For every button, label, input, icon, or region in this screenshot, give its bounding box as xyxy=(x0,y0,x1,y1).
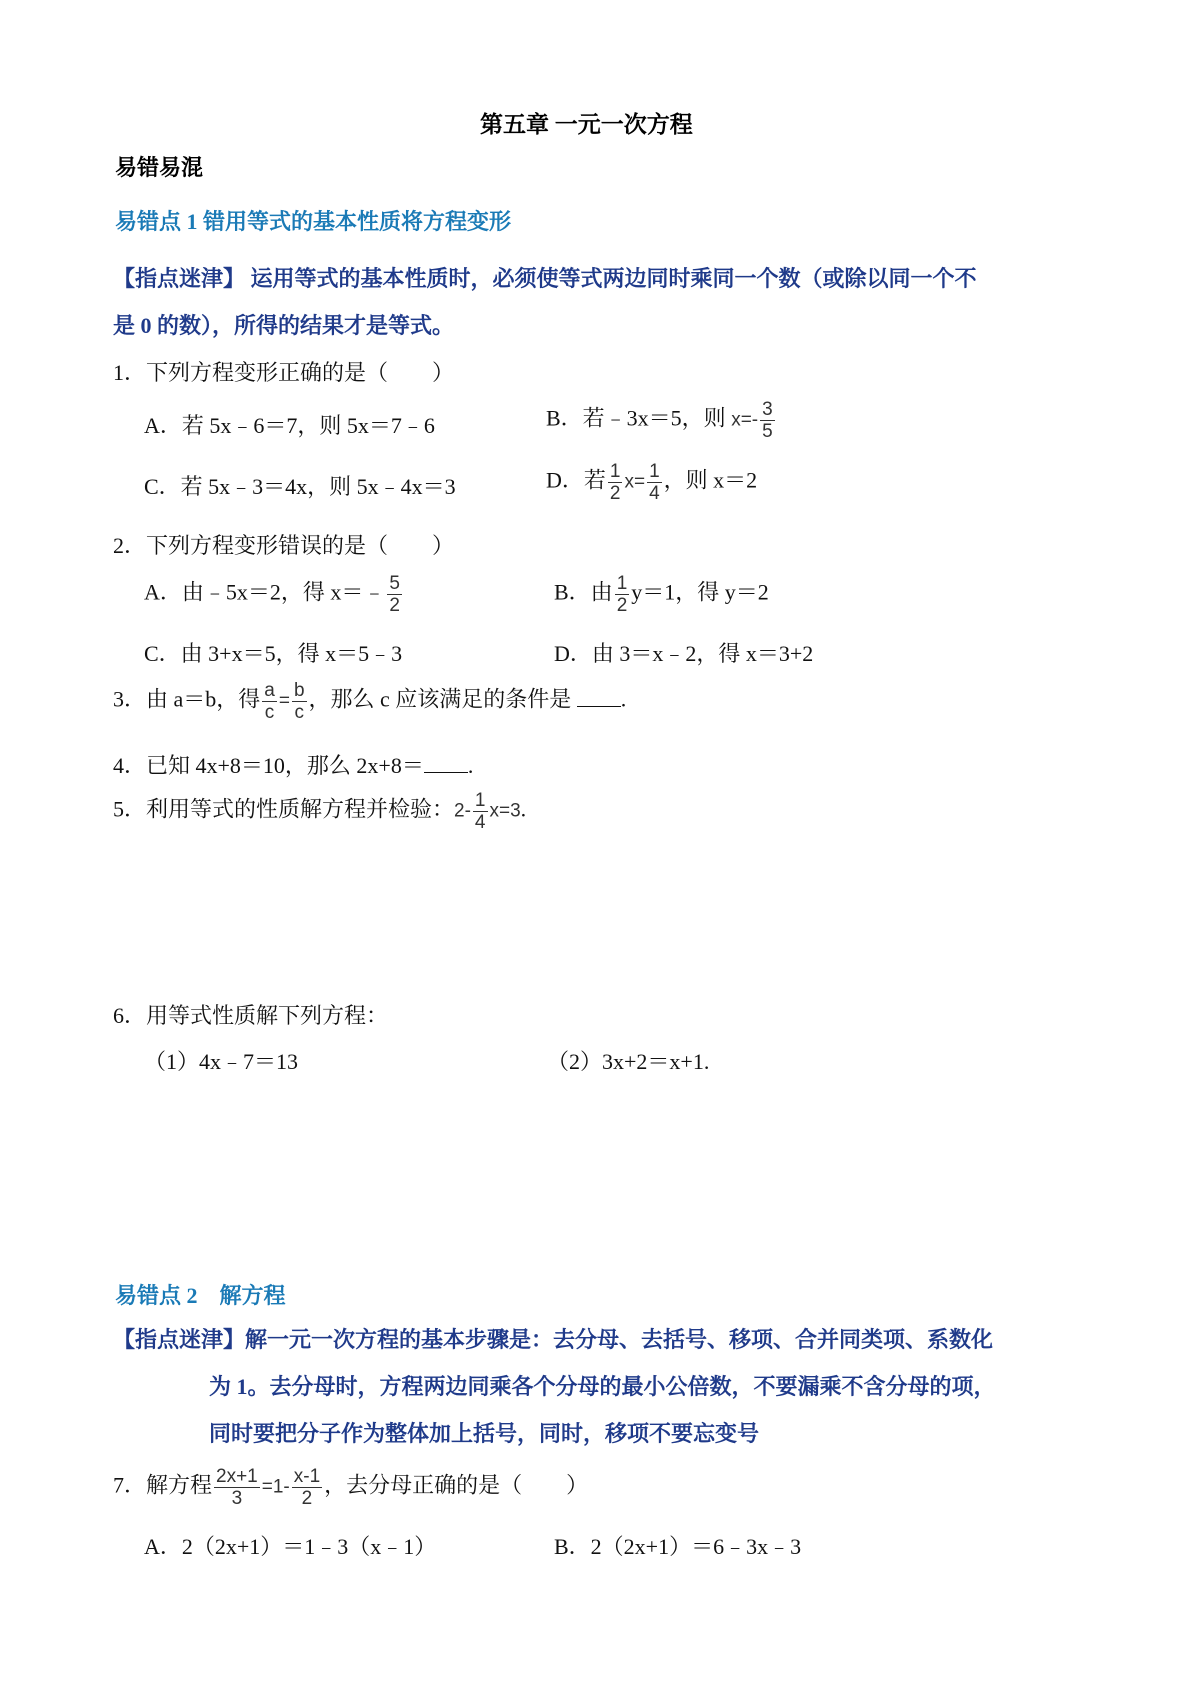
q2-a-fraction: $\frac{5}{2}$ xyxy=(389,573,400,616)
q1-option-b xyxy=(546,399,777,442)
q3-fraction1: $\frac{a}{c}$ xyxy=(264,680,275,723)
point2-tip-line3: 同时要把分子作为整体加上括号，同时，移项不要忘变号 xyxy=(209,1421,760,1446)
q1-b-fraction: $\frac{3}{5}$ xyxy=(762,399,773,442)
q3-answer-blank[interactable] xyxy=(577,688,621,707)
q6-part2: （2）3x+2＝x+1. xyxy=(547,1049,710,1074)
q2-option-c: C．由 3+x＝5，得 x＝5﹣3 xyxy=(144,641,403,666)
q1-option-a: A．若 5x﹣6＝7，则 5x＝7﹣6 xyxy=(144,413,435,438)
q2-b-fraction: $\frac{1}{2}$ xyxy=(616,573,628,616)
tip-label: 【指点迷津】 xyxy=(113,1327,246,1352)
q1-b-lhs: x=- xyxy=(731,409,759,431)
tip-line2: 是 0 的数），所得的结果才是等式。 xyxy=(113,313,455,338)
tip-line1: 运用等式的基本性质时，必须使等式两边同时乘同一个数（或除以同一个不 xyxy=(245,266,977,291)
section-heading: 易错易混 xyxy=(115,155,204,180)
q1-d-fraction1: $\frac{1}{2}$ xyxy=(609,461,621,504)
q6-stem: 6．用等式性质解下列方程： xyxy=(113,1003,389,1028)
q2-stem: 2．下列方程变形错误的是（ ） xyxy=(113,533,455,558)
q1-d-fraction2: $\frac{1}{4}$ xyxy=(649,461,660,504)
q7-option-a: A．2（2x+1）＝1﹣3（x﹣1） xyxy=(144,1534,437,1559)
q2-option-b: B．由 $\frac{1}{2}$ y＝1，得 y＝2 xyxy=(554,573,769,616)
q2-option-d: D．由 3＝x﹣2，得 x＝3+2 xyxy=(554,641,814,666)
point2-tip-line1: 【指点迷津】解一元一次方程的基本步骤是：去分母、去括号、移项、合并同类项、系数化 xyxy=(113,1327,994,1352)
q1-option-d: D．若 $\frac{1}{2}$ x= $\frac{1}{4}$ ，则 x＝2 xyxy=(546,461,758,504)
q6-part1: （1）4x﹣7＝13 xyxy=(144,1049,299,1074)
page-title: 第五章 一元一次方程 xyxy=(480,112,693,137)
q7-stem: 7．解方程 $\frac{2x+1}{3}$ =1- $\frac{x-1}{2}$ ，去分母正确的是（ ） xyxy=(113,1466,589,1509)
q7-option-b: B．2（2x+1）＝6﹣3x﹣3 xyxy=(554,1534,802,1559)
q5: 5．利用等式的性质解方程并检验：2- $\frac{1}{4}$ x=3. xyxy=(113,790,527,833)
q2-option-a: A．由﹣5x＝2，得 x＝﹣ $\frac{5}{2}$ xyxy=(144,573,400,616)
point2-heading: 易错点 2 解方程 xyxy=(115,1283,286,1308)
point1-tip xyxy=(113,255,977,349)
q4: 4．已知 4x+8＝10，那么 2x+8＝ . xyxy=(113,753,474,778)
q1-stem: 1．下列方程变形正确的是（ ） xyxy=(113,360,455,385)
q1-option-c: C．若 5x﹣3＝4x，则 5x﹣4x＝3 xyxy=(144,474,456,499)
q7-fraction1: $\frac{2x+1}{3}$ xyxy=(216,1466,258,1509)
q4-answer-blank[interactable] xyxy=(424,754,468,773)
tip-label: 【指点迷津】 xyxy=(113,266,246,291)
q5-fraction: $\frac{1}{4}$ xyxy=(474,790,486,833)
q3-fraction2: $\frac{b}{c}$ xyxy=(293,680,305,723)
q1-b-text: B．若﹣3x＝5，则 xyxy=(546,405,726,431)
point2-tip-line2: 为 1。去分母时，方程两边同乘各个分母的最小公倍数，不要漏乘不含分母的项， xyxy=(209,1374,996,1399)
point1-heading: 易错点 1 错用等式的基本性质将方程变形 xyxy=(115,209,512,234)
q7-fraction2: $\frac{x-1}{2}$ xyxy=(293,1466,321,1509)
q3: 3．由 a＝b，得 $\frac{a}{c}$ = $\frac{b}{c}$ ，那么 c 应该满足的条件是 . xyxy=(113,680,627,723)
